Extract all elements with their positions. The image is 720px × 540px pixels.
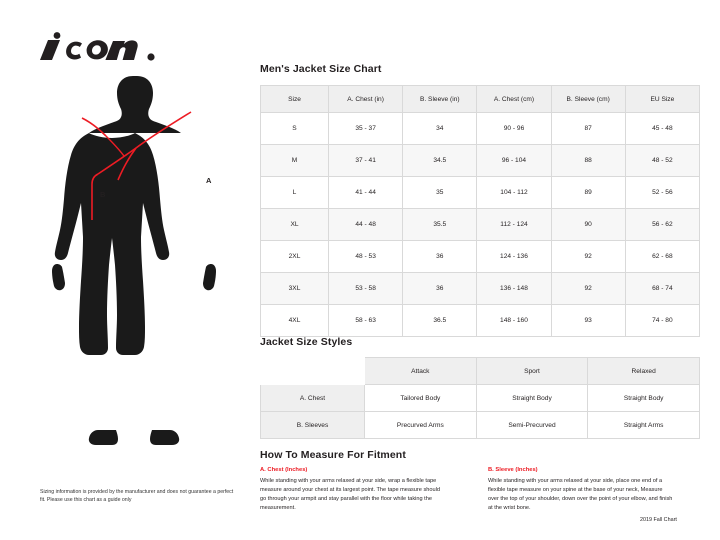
cell-size: S xyxy=(261,113,329,145)
cell-size: 3XL xyxy=(261,273,329,305)
styles-header-row xyxy=(261,358,700,385)
jacket-size-styles-heading: Jacket Size Styles xyxy=(260,336,353,348)
cell-chest-in: 35 - 37 xyxy=(329,113,403,145)
how-to-measure-heading: How To Measure For Fitment xyxy=(260,449,406,461)
cell-sleeve-in: 36.5 xyxy=(403,305,477,337)
cell-sleeve-in: 35.5 xyxy=(403,209,477,241)
icon-wordmark-logo xyxy=(38,30,158,70)
cell-relaxed: Straight Arms xyxy=(588,412,700,439)
callout-letter-b: B xyxy=(100,190,106,199)
cell-sleeve-in: 36 xyxy=(403,273,477,305)
table-row xyxy=(261,113,700,145)
cell-size: 4XL xyxy=(261,305,329,337)
cell-chest-cm: 96 - 104 xyxy=(477,145,551,177)
jacket-size-styles-table xyxy=(260,357,700,439)
cell-chest-cm: 148 - 160 xyxy=(477,305,551,337)
cell-sleeve-cm: 87 xyxy=(551,113,625,145)
cell-chest-cm: 90 - 96 xyxy=(477,113,551,145)
cell-chest-in: 48 - 53 xyxy=(329,241,403,273)
table-row xyxy=(261,305,700,337)
cell-chest-cm: 136 - 148 xyxy=(477,273,551,305)
cell-sleeve-cm: 89 xyxy=(551,177,625,209)
cell-attack: Tailored Body xyxy=(365,385,477,412)
right-panel xyxy=(260,0,700,540)
cell-eu-size: 56 - 62 xyxy=(625,209,699,241)
table-row xyxy=(261,412,700,439)
cell-size: L xyxy=(261,177,329,209)
cell-sport: Straight Body xyxy=(476,385,588,412)
chart-year-tag: 2019 Fall Chart xyxy=(640,517,677,523)
cell-eu-size: 45 - 48 xyxy=(625,113,699,145)
row-header-sleeves: B. Sleeves xyxy=(261,412,365,439)
cell-chest-cm: 112 - 124 xyxy=(477,209,551,241)
cell-relaxed: Straight Body xyxy=(588,385,700,412)
measure-block-sleeve xyxy=(488,466,674,513)
table-row xyxy=(261,177,700,209)
cell-chest-in: 44 - 48 xyxy=(329,209,403,241)
column-header: B. Sleeve (in) xyxy=(403,86,477,113)
column-header: Size xyxy=(261,86,329,113)
disclaimer-note: Sizing information is provided by the manufacturer and does not guarantee a perfect fit. Please use this chart as a guide only xyxy=(40,489,234,504)
measure-block-chest xyxy=(260,466,446,513)
row-header-chest: A. Chest xyxy=(261,385,365,412)
cell-sleeve-in: 34.5 xyxy=(403,145,477,177)
cell-eu-size: 52 - 56 xyxy=(625,177,699,209)
table-row xyxy=(261,241,700,273)
cell-chest-in: 37 - 41 xyxy=(329,145,403,177)
measure-body-sleeve: While standing with your arms relaxed at your side, place one end of a flexible tape measure on your spine at the base of your neck, Measure over the top of your shoulder, down over the point of your elbow, and finish at the wrist bone. xyxy=(488,477,673,512)
measure-heading-sleeve: B. Sleeve (Inches) xyxy=(488,467,538,473)
cell-eu-size: 62 - 68 xyxy=(625,241,699,273)
table-row xyxy=(261,385,700,412)
table-row xyxy=(261,145,700,177)
cell-sleeve-cm: 88 xyxy=(551,145,625,177)
cell-size: XL xyxy=(261,209,329,241)
cell-eu-size: 74 - 80 xyxy=(625,305,699,337)
column-header-sport: Sport xyxy=(476,358,588,385)
size-chart-table xyxy=(260,85,700,337)
cell-chest-in: 41 - 44 xyxy=(329,177,403,209)
corner-cell xyxy=(261,358,365,385)
cell-sport: Semi-Precurved xyxy=(476,412,588,439)
measurement-figure xyxy=(20,70,250,450)
measure-body-chest: While standing with your arms relaxed at your side, wrap a flexible tape measure around your chest at its largest point. The tape measure should go through your armpit and stay parallel with the floor while taking the measurement. xyxy=(260,477,440,512)
cell-size: M xyxy=(261,145,329,177)
size-chart-heading: Men's Jacket Size Chart xyxy=(260,63,382,75)
cell-sleeve-cm: 92 xyxy=(551,273,625,305)
measure-heading-chest: A. Chest (Inches) xyxy=(260,467,308,473)
cell-eu-size: 48 - 52 xyxy=(625,145,699,177)
left-panel xyxy=(0,0,250,540)
cell-sleeve-cm: 90 xyxy=(551,209,625,241)
column-header: B. Sleeve (cm) xyxy=(551,86,625,113)
column-header-relaxed: Relaxed xyxy=(588,358,700,385)
cell-sleeve-in: 36 xyxy=(403,241,477,273)
cell-attack: Precurved Arms xyxy=(365,412,477,439)
cell-chest-in: 58 - 63 xyxy=(329,305,403,337)
table-header-row xyxy=(261,86,700,113)
table-row xyxy=(261,209,700,241)
cell-chest-in: 53 - 58 xyxy=(329,273,403,305)
cell-sleeve-in: 35 xyxy=(403,177,477,209)
cell-sleeve-in: 34 xyxy=(403,113,477,145)
cell-sleeve-cm: 92 xyxy=(551,241,625,273)
table-row xyxy=(261,273,700,305)
cell-chest-cm: 124 - 136 xyxy=(477,241,551,273)
cell-chest-cm: 104 - 112 xyxy=(477,177,551,209)
column-header-attack: Attack xyxy=(365,358,477,385)
column-header: A. Chest (in) xyxy=(329,86,403,113)
cell-sleeve-cm: 93 xyxy=(551,305,625,337)
column-header: A. Chest (cm) xyxy=(477,86,551,113)
callout-letter-a: A xyxy=(206,176,212,185)
cell-eu-size: 68 - 74 xyxy=(625,273,699,305)
cell-size: 2XL xyxy=(261,241,329,273)
column-header: EU Size xyxy=(625,86,699,113)
